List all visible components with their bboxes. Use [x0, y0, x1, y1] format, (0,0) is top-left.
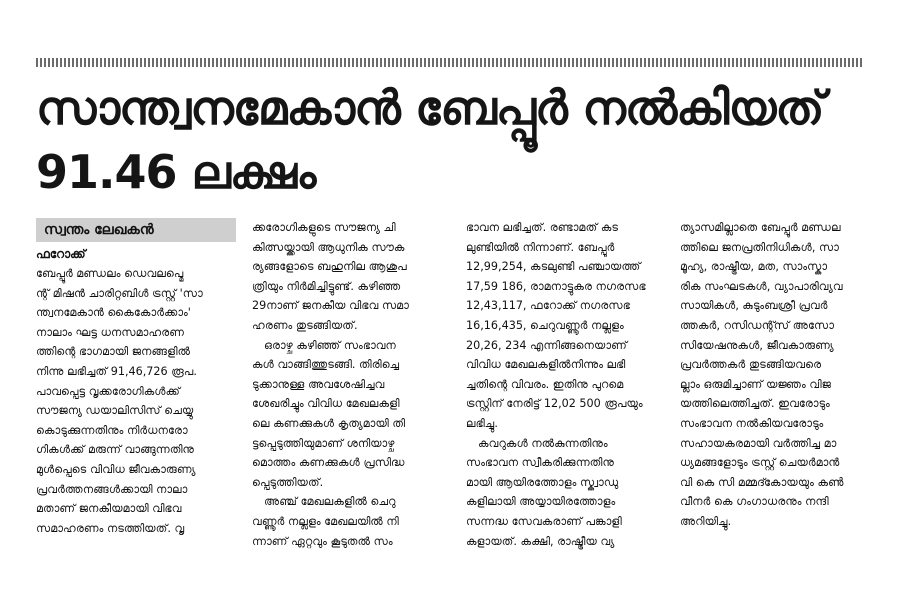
dotted-rule [36, 58, 864, 67]
article-text-line: ബേപ്പൂർ മണ്ഡലം ഡെവലപ്മെ [36, 267, 184, 280]
article-text-line: 20,26, 234 എന്നിങ്ങനെയാണ് [466, 338, 627, 352]
article-text-line: ടുക്കാനുള്ള അവശേഷിച്ചവ [252, 377, 385, 391]
article-text-line: രിക സംഘടകൾ, വ്യാപാരിവ്യവ [680, 279, 843, 293]
article-text-line: കളിലായി അയ്യായിരത്തോളം [466, 495, 616, 509]
article-text-line: വീനർ കെ ഗംഗാധരനും നന്ദി [680, 495, 829, 509]
article-text-line: സൗജന്യ ഡയാലിസിസ് ചെയ്യു [36, 404, 194, 418]
article-text-line: സമാഹരണം നടത്തിയത്. വൃ [36, 521, 185, 535]
article-text-line: ന്ത്വനമേകാൻ കൈകോർക്കാം' [36, 306, 191, 320]
article-text-line: 17,59 186, രാമനാട്ടുകര നഗരസഭ [466, 279, 646, 293]
article-text-line: 16,16,435, ചെറുവണ്ണൂർ നല്ലളം [466, 318, 624, 332]
article-text-line: ഹരണം തുടങ്ങിയത്. [252, 318, 358, 332]
article-column-3 [466, 218, 666, 551]
article-text-line: സായികൾ, കുടുംബശ്രീ പ്രവർ [680, 299, 828, 313]
article-text-line: പ്രവർത്തകർ തുടങ്ങിയവരെ [680, 358, 822, 372]
article-text-line: വണ്ണൂർ നല്ലളം മേഖലയിൽ നി [252, 514, 399, 528]
article-text-line: ത്തിലെ ജനപ്രതിനിധികൾ, സാ [680, 240, 839, 254]
headline-line-2: 91.46 ലക്ഷം [36, 145, 316, 199]
article-text-line: അഞ്ച് മേഖലകളിൽ ചെറു [264, 495, 396, 509]
article-text-line: ഭാവന ലഭിച്ചത്. രണ്ടാമത് കട [466, 221, 619, 234]
article-text-line: 12,43,117, ഫറോക്ക് നഗരസഭ [466, 299, 630, 313]
article-text-line: സന്നദ്ധ സേവകരാണ് പങ്കാളി [466, 514, 622, 528]
article-text-line: പ്പെടുത്തിയത്. [252, 475, 324, 489]
article-text-line: നിന്നു ലഭിച്ചത് 91,46,726 രൂപ. [36, 364, 197, 378]
article-text-line: ഗികൾക്ക് മരുന്ന് വാങ്ങുന്നതിനു [36, 443, 195, 457]
article-column-4 [680, 218, 878, 532]
article-text-line: ച്ചതിന്റെ വിവരം. ഇതിനു പുറമെ [466, 377, 624, 391]
article-text-line: സംഭാവന നൽകിയവരോടും [680, 416, 824, 430]
article-text-line: ന്നാണ് ഏറ്റവും കൂടുതൽ സം [252, 534, 393, 548]
article-text-line: കളായത്. കക്ഷി, രാഷ്ട്രീയ വ്യ [466, 534, 615, 548]
article-text-line: ത്തിന്റെ ഭാഗമായി ജനങ്ങളിൽ [36, 345, 191, 359]
article-text-line: 12,99,254, കടലുണ്ടി പഞ്ചായത്ത് [466, 260, 641, 274]
article-text-line: ത്യാസമില്ലാതെ ബേപ്പൂർ മണ്ഡല [680, 221, 841, 234]
article-text-line: സംഭാവന സ്വീകരിക്കുന്നതിനു [466, 456, 614, 470]
article-text-line: ല്ലാം ഒരുമിച്ചാണ് യജ്ഞം വിജ [680, 377, 832, 391]
article-text-line: ലുണ്ടിയിൽ നിന്നാണ്. ബേപ്പൂർ [466, 240, 615, 254]
article-text-line: ട്ടപ്പെടുത്തിയുമാണ് ശനിയാഴ്ച [252, 436, 395, 450]
article-text-line: യത്തിലെത്തിച്ചത്. ഇവരോടും [680, 397, 830, 411]
article-text-line: സഹായകരമായി വർത്തിച്ച മാ [680, 436, 837, 450]
article-text-line: വിവിധ മേഖലകളിൽനിന്നും ലഭി [466, 358, 626, 372]
byline-badge: സ്വന്തം ലേഖകൻ [36, 218, 236, 242]
article-text-line: വി കെ സി മമ്മദ്കോയയും കൺ [680, 475, 844, 489]
article-text-line: ത്തകർ, റസിഡന്റ്സ് അസോ [680, 318, 834, 332]
article-text-line: പ്രവർത്തനങ്ങൾക്കായി നാലാ [36, 482, 188, 496]
article-text-line: സിയേഷനുകൾ, ജീവകാരുണ്യ [680, 338, 834, 352]
article-text-line: നാലാം ഘട്ട ധനസമാഹരണ [36, 325, 185, 339]
article-text-line: ശേഖരിച്ചും വിവിധ മേഖലകളി [252, 397, 400, 411]
article-text-line: കവറുകൾ നൽകുന്നതിനും [478, 436, 608, 450]
article-text-line: ട്രസ്റ്റിന് നേരിട്ട് 12,02 500 രൂപയും [466, 397, 643, 411]
article-column-1 [36, 264, 238, 538]
dateline: ഫറോക്ക് [36, 247, 86, 261]
article-text-line: ധ്യമങ്ങളോടും ട്രസ്റ്റ് ചെയർമാൻ [680, 456, 840, 470]
article-text-line: ഒരാഴ്ച കഴിഞ്ഞ് സംഭാവന [264, 338, 396, 352]
article-text-line: മൊത്തം കണക്കുകൾ പ്രസിദ്ധ [252, 456, 405, 470]
article-text-line: പാവപ്പെട്ട വൃക്കരോഗികൾക്ക് [36, 384, 180, 398]
article-text-line: ത്രിയും നിർമിച്ചിട്ടുണ്ട്. കഴിഞ്ഞ [252, 279, 401, 293]
article-text-line: അറിയിച്ചു. [680, 514, 732, 528]
article-text-line: കൊടുക്കുന്നതിനും നിർധനരോ [36, 423, 188, 437]
article-text-line: ര്യങ്ങളോടെ ബഹുനില ആശുപ [252, 260, 407, 274]
article-text-line: മുൾപ്പെടെ വിവിധ ജീവകാരുണ്യ [36, 462, 196, 476]
article-column-2 [252, 218, 450, 551]
article-text-line: കൾ വാങ്ങിത്തുടങ്ങി. തിരിച്ചെ [252, 358, 400, 372]
article-text-line: കിത്സയ്ക്കായി ആധുനിക സൗക [252, 240, 405, 254]
article-text-line: ലെ കണക്കുകൾ കൃത്യമായി തി [252, 416, 406, 430]
article-text-line: ലഭിച്ചു. [466, 416, 498, 430]
article-text-line: 29നാണ് ജനകീയ വിഭവ സമാ [252, 299, 409, 313]
article-text-line: മതാണ് ജനകീയമായി വിഭവ [36, 502, 182, 516]
article-text-line: മൂഹ്യ, രാഷ്ട്രീയ, മത, സാംസ്കാ [680, 260, 828, 274]
article-text-line: ന്റ് മിഷൻ ചാരിറ്റബിൾ ട്രസ്റ്റ് 'സാ [36, 286, 203, 300]
article-text-line: മായി ആയിരത്തോളം സ്ക്വാഡു [466, 475, 619, 489]
headline-line-1: സാന്ത്വനമേകാൻ ബേപ്പൂർ നൽകിയത് [36, 81, 824, 136]
article-text-line: ക്കരോഗികളുടെ സൗജന്യ ചി [252, 221, 396, 234]
